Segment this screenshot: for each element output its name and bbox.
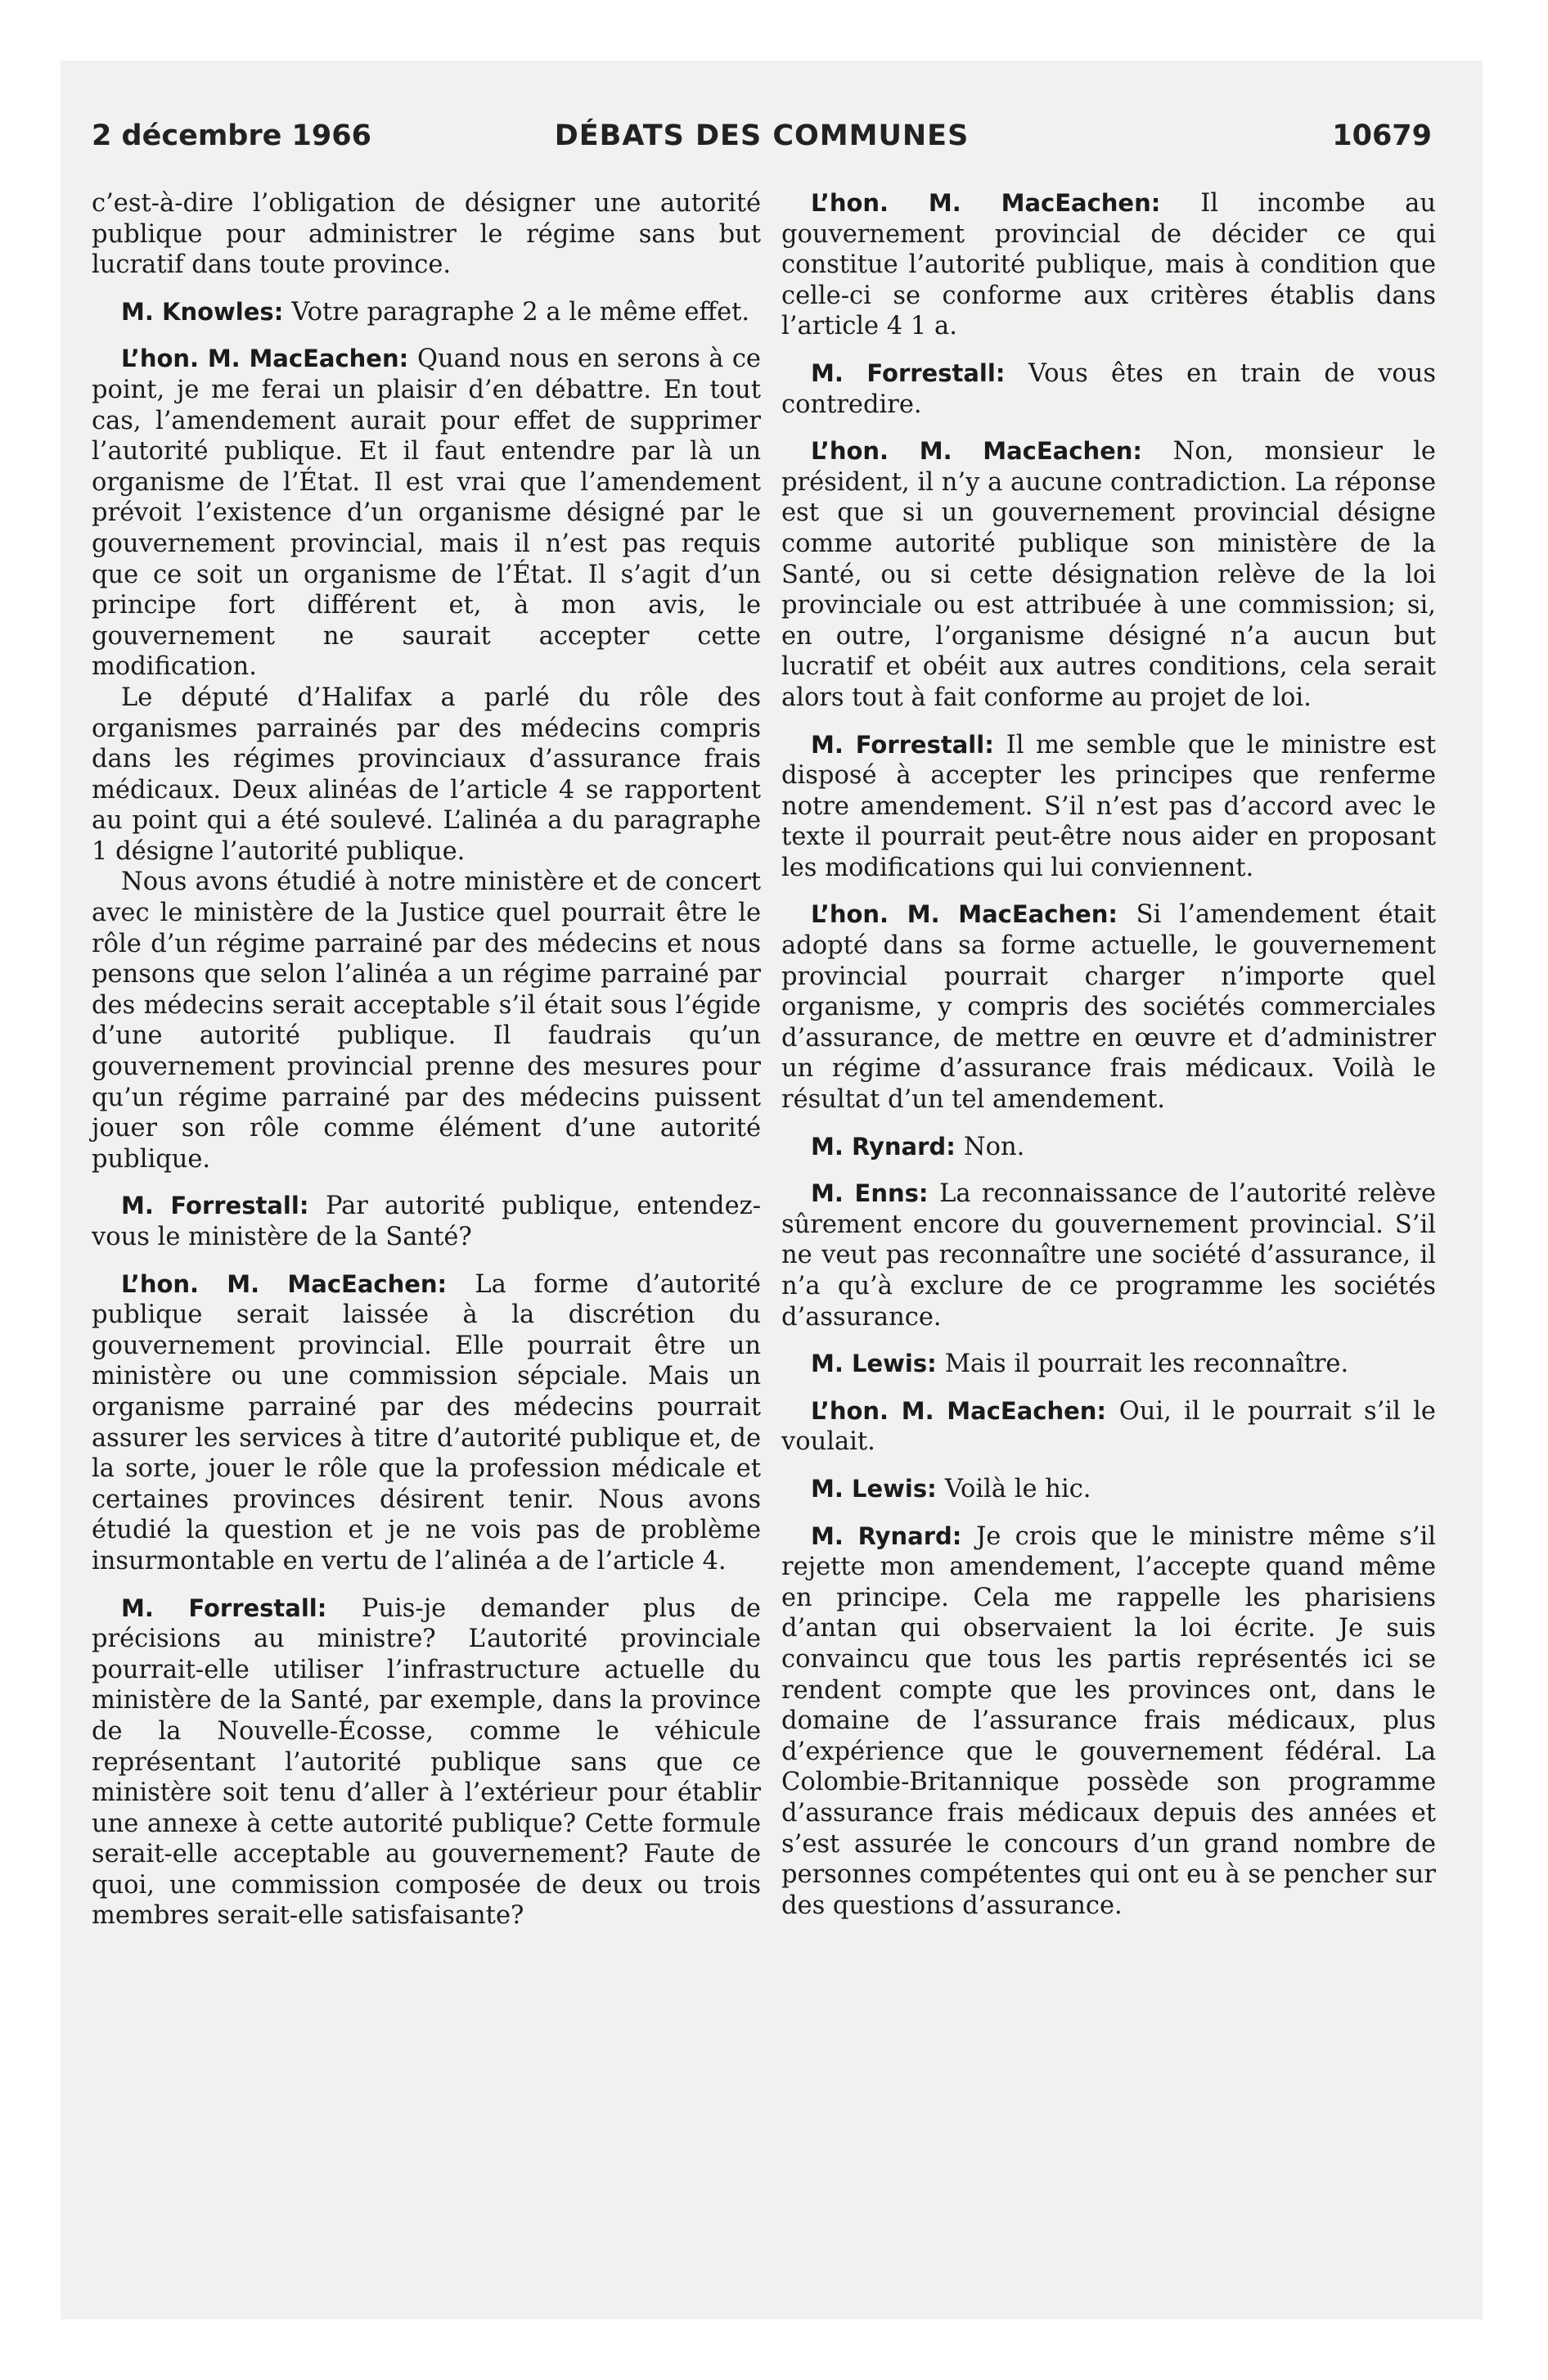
speech-paragraph (781, 1349, 1436, 1380)
speaker-name: L’hon. M. MacEachen : (121, 345, 417, 372)
page-number: 10679 (1332, 119, 1432, 152)
speech-paragraph (92, 297, 761, 328)
speech-text: Nous avons étudié à notre ministère et de concert avec le ministère de la Justice quel pourrait être le rôle d’un régime parrainé par des médecins et nous pensons que selon l’alinéa a un régime parrainé par des médecins serait acceptable s’il était sous l’égide d’une autorité publique. Il faudrais qu’un gouvernement provincial prenne des mesures pour qu’un régime parrainé par des médecins puissent jouer son rôle comme élément d’une autorité publique. (92, 868, 761, 1174)
speech-paragraph (781, 1132, 1436, 1163)
speaker-name: L’hon. M. MacEachen : (121, 1270, 475, 1298)
page-header (92, 119, 1432, 160)
speech-text: c’est-à-dire l’obligation de désigner une autorité publique pour administrer le régime sans but lucratif dans toute province. (92, 189, 761, 280)
header-date: 2 décembre 1966 (92, 119, 371, 152)
speech-text: Quand nous en serons à ce point, je me ferai un plaisir d’en débattre. En tout cas, l’amendement aurait pour effet de supprimer l’autorité publique. Et il faut entendre par là un organisme de l’État. Il est vrai que l’amendement prévoit l’existence d’un organisme désigné par le gouvernement provincial, mais il n’est pas requis que ce soit un organisme de l’État. Il s’agit d’un principe fort différent et, à mon avis, le gouvernement ne saurait accepter cette modification. (92, 345, 761, 682)
speech-paragraph (781, 358, 1436, 420)
speech-text: Par autorité publique, entendez-vous le ministère de la Santé? (92, 1192, 761, 1251)
speaker-name: L’hon. M. MacEachen : (811, 1397, 1119, 1425)
speaker-name: L’hon. M. MacEachen : (811, 437, 1173, 465)
speech-paragraph (781, 1396, 1436, 1458)
speaker-name: M. Rynard : (811, 1133, 964, 1161)
speech-paragraph (781, 899, 1436, 1115)
speaker-name: M. Lewis : (811, 1350, 945, 1377)
speech-paragraph (781, 1521, 1436, 1922)
speaker-name: M. Forrestall : (811, 731, 1006, 759)
speech-text: Mais il pourrait les reconnaître. (944, 1350, 1349, 1379)
header-title: DÉBATS DES COMMUNES (554, 119, 970, 152)
speech-text: Il incombe au gouvernement provincial de décider ce qui constitue l’autorité publique, mais à condition que celle-ci se conforme aux critères établis dans l’article 4 1 a. (781, 189, 1437, 341)
speech-text: Le député d’Halifax a parlé du rôle des organismes parrainés par des médecins compris dans les régimes provinciaux d’assurance frais médicaux. Deux alinéas de l’article 4 se rapportent au point qui a été soulevé. L’alinéa a du paragraphe 1 désigne l’autorité publique. (92, 683, 761, 866)
speech-paragraph (781, 730, 1436, 884)
left-column (92, 188, 761, 1931)
speech-paragraph (781, 436, 1436, 713)
speech-paragraph (92, 1191, 761, 1252)
speech-paragraph (781, 188, 1436, 342)
text-paragraph (92, 683, 761, 868)
speaker-name: M. Lewis : (811, 1475, 945, 1503)
text-paragraph (92, 188, 761, 281)
speech-text: Votre paragraphe 2 a le même effet. (291, 297, 750, 327)
speech-text: La reconnaissance de l’autorité relève sûrement encore du gouvernement provincial. S’il ne veut pas reconnaître une société d’assurance, il n’a qu’à exclure de ce programme les sociétés d’assurance. (781, 1179, 1437, 1332)
speaker-name: L’hon. M. MacEachen : (811, 900, 1136, 928)
speech-paragraph (92, 1269, 761, 1577)
speech-text: Puis-je demander plus de précisions au ministre? L’autorité provinciale pourrait-elle utiliser l’infrastructure actuelle du ministère de la Santé, par exemple, dans la province de la Nouvelle-Écosse, comme le véhicule représentant l’autorité publique sans que ce ministère soit tenu d’aller à l’extérieur pour établir une annexe à cette autorité publique? Cette formule serait-elle acceptable au gouvernement? Faute de quoi, une commission composée de deux ou trois membres serait-elle satisfaisante? (92, 1593, 761, 1931)
speaker-name: M. Forrestall : (121, 1192, 326, 1219)
speaker-name: L’hon. M. MacEachen : (811, 189, 1200, 217)
speech-text: Il me semble que le ministre est disposé à accepter les principes que renferme notre amendement. S’il n’est pas d’accord avec le texte il pourrait peut-être nous aider en proposant les modifications qui lui conviennent. (781, 730, 1436, 882)
speech-paragraph (92, 1593, 761, 1932)
right-column (781, 188, 1436, 1921)
speaker-name: M. Forrestall : (811, 359, 1028, 387)
speaker-name: M. Enns : (811, 1179, 939, 1207)
speech-text: Oui, il le pourrait s’il le voulait. (781, 1396, 1436, 1457)
speech-paragraph (781, 1474, 1436, 1505)
text-paragraph (92, 867, 761, 1174)
speech-paragraph (781, 1179, 1436, 1332)
speaker-name: M. Forrestall : (121, 1594, 362, 1622)
speech-text: Voilà le hic. (944, 1474, 1091, 1503)
speech-text: Non, monsieur le président, il n’y a aucune contradiction. La réponse est que si un gouvernement provincial désigne comme autorité publique son ministère de la Santé, ou si cette désignation relève de la loi provinciale ou est attribuée à une commission; si, en outre, l’organisme désigné n’a aucun but lucratif et obéit aux autres conditions, cela serait alors tout à fait conforme au projet de loi. (781, 437, 1436, 712)
speaker-name: M. Rynard : (811, 1522, 976, 1550)
speech-text: Non. (963, 1132, 1025, 1161)
speech-text: Si l’amendement était adopté dans sa forme actuelle, le gouvernement provincial pourrait charger n’importe quel organisme, y compris des sociétés commerciales d’assurance, de mettre en œuvre et d’administrer un régime d’assurance frais médicaux. Voilà le résultat d’un tel amendement. (781, 900, 1436, 1115)
speaker-name: M. Knowles : (121, 298, 291, 326)
speech-paragraph (92, 344, 761, 683)
speech-text: Vous êtes en train de vous contredire. (781, 358, 1436, 419)
speech-text: Je crois que le ministre même s’il rejette mon amendement, l’accepte quand même en principe. Cela me rappelle les pharisiens d’antan qui observaient la loi écrite. Je suis convaincu que tous les partis représentés ici se rendent compte que les provinces ont, dans le domaine de l’assurance frais médicaux, plus d’expérience que le gouvernement fédéral. La Colombie-Britannique possède son programme d’assurance frais médicaux depuis des années et s’est assurée le concours d’un grand nombre de personnes compétentes qui ont eu à se pencher sur des questions d’assurance. (781, 1521, 1436, 1920)
speech-text: La forme d’autorité publique serait laissée à la discrétion du gouvernement provincial. Elle pourrait être un ministère ou une commission sépciale. Mais un organisme parrainé par des médecins pourrait assurer les services à titre d’autorité publique et, de la sorte, jouer le rôle que la profession médicale et certaines provinces désirent tenir. Nous avons étudié la question et je ne vois pas de problème insurmontable en vertu de l’alinéa a de l’article 4. (92, 1269, 761, 1575)
